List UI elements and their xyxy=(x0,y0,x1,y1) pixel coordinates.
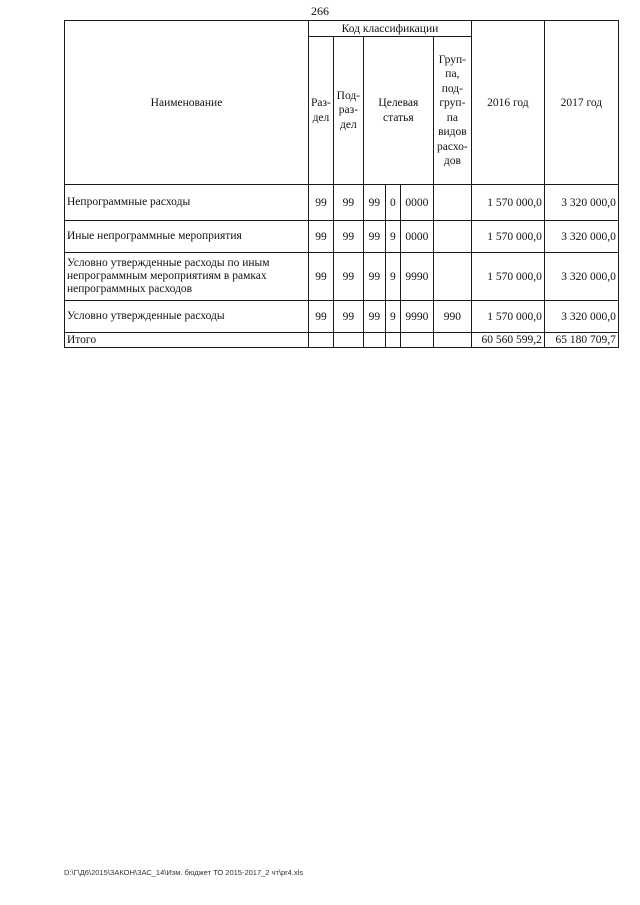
header-group: Груп- па, под- груп- па видов расхо- дов xyxy=(433,37,471,185)
row-2016: 1 570 000,0 xyxy=(471,221,544,253)
file-path-footer: D:\Г\Д6\2015\ЗАКОН\ЗАС_14\Изм. бюджет ТО 2015-2017_2 чт\рr4.xls xyxy=(64,868,304,877)
row-2016: 1 570 000,0 xyxy=(471,185,544,221)
row-group xyxy=(433,221,471,253)
total-row xyxy=(65,333,619,348)
table-row xyxy=(65,185,619,221)
header-2017: 2017 год xyxy=(544,21,618,185)
row-razdel: 99 xyxy=(309,185,334,221)
row-razdel: 99 xyxy=(309,253,334,301)
row-name: Условно утвержденные расходы xyxy=(65,301,309,333)
header-2016: 2016 год xyxy=(471,21,544,185)
row-cs3: 0000 xyxy=(400,221,433,253)
total-2016: 60 560 599,2 xyxy=(471,333,544,348)
header-name: Наименование xyxy=(65,21,309,185)
row-cs2: 0 xyxy=(385,185,400,221)
header-target-article: Целевая статья xyxy=(363,37,433,185)
table-row xyxy=(65,221,619,253)
row-name: Условно утвержденные расходы по иным непрограммным мероприятиям в рамках непрограммных расходов xyxy=(65,253,309,301)
header-section: Раз- дел xyxy=(309,37,334,185)
row-cs1: 99 xyxy=(363,185,385,221)
row-cs2: 9 xyxy=(385,301,400,333)
row-cs3: 9990 xyxy=(400,253,433,301)
header-classification: Код классификации xyxy=(309,21,472,37)
row-2016: 1 570 000,0 xyxy=(471,253,544,301)
budget-table xyxy=(64,20,619,348)
row-2017: 3 320 000,0 xyxy=(544,253,618,301)
row-cs3: 0000 xyxy=(400,185,433,221)
row-podrazdel: 99 xyxy=(333,301,363,333)
page-number: 266 xyxy=(311,4,329,18)
row-cs3: 9990 xyxy=(400,301,433,333)
row-podrazdel: 99 xyxy=(333,221,363,253)
row-name: Иные непрограммные мероприятия xyxy=(65,221,309,253)
header-subsection: Под- раз- дел xyxy=(333,37,363,185)
row-cs1: 99 xyxy=(363,253,385,301)
total-label: Итого xyxy=(65,333,309,348)
table-row xyxy=(65,301,619,333)
row-2017: 3 320 000,0 xyxy=(544,301,618,333)
row-razdel: 99 xyxy=(309,221,334,253)
row-2017: 3 320 000,0 xyxy=(544,185,618,221)
row-name: Непрограммные расходы xyxy=(65,185,309,221)
row-group: 990 xyxy=(433,301,471,333)
row-2016: 1 570 000,0 xyxy=(471,301,544,333)
total-2017: 65 180 709,7 xyxy=(544,333,618,348)
row-cs2: 9 xyxy=(385,253,400,301)
row-cs1: 99 xyxy=(363,301,385,333)
row-razdel: 99 xyxy=(309,301,334,333)
row-cs2: 9 xyxy=(385,221,400,253)
row-2017: 3 320 000,0 xyxy=(544,221,618,253)
row-podrazdel: 99 xyxy=(333,253,363,301)
header-row-1 xyxy=(65,21,619,37)
row-group xyxy=(433,185,471,221)
table-row xyxy=(65,253,619,301)
row-group xyxy=(433,253,471,301)
row-cs1: 99 xyxy=(363,221,385,253)
row-podrazdel: 99 xyxy=(333,185,363,221)
